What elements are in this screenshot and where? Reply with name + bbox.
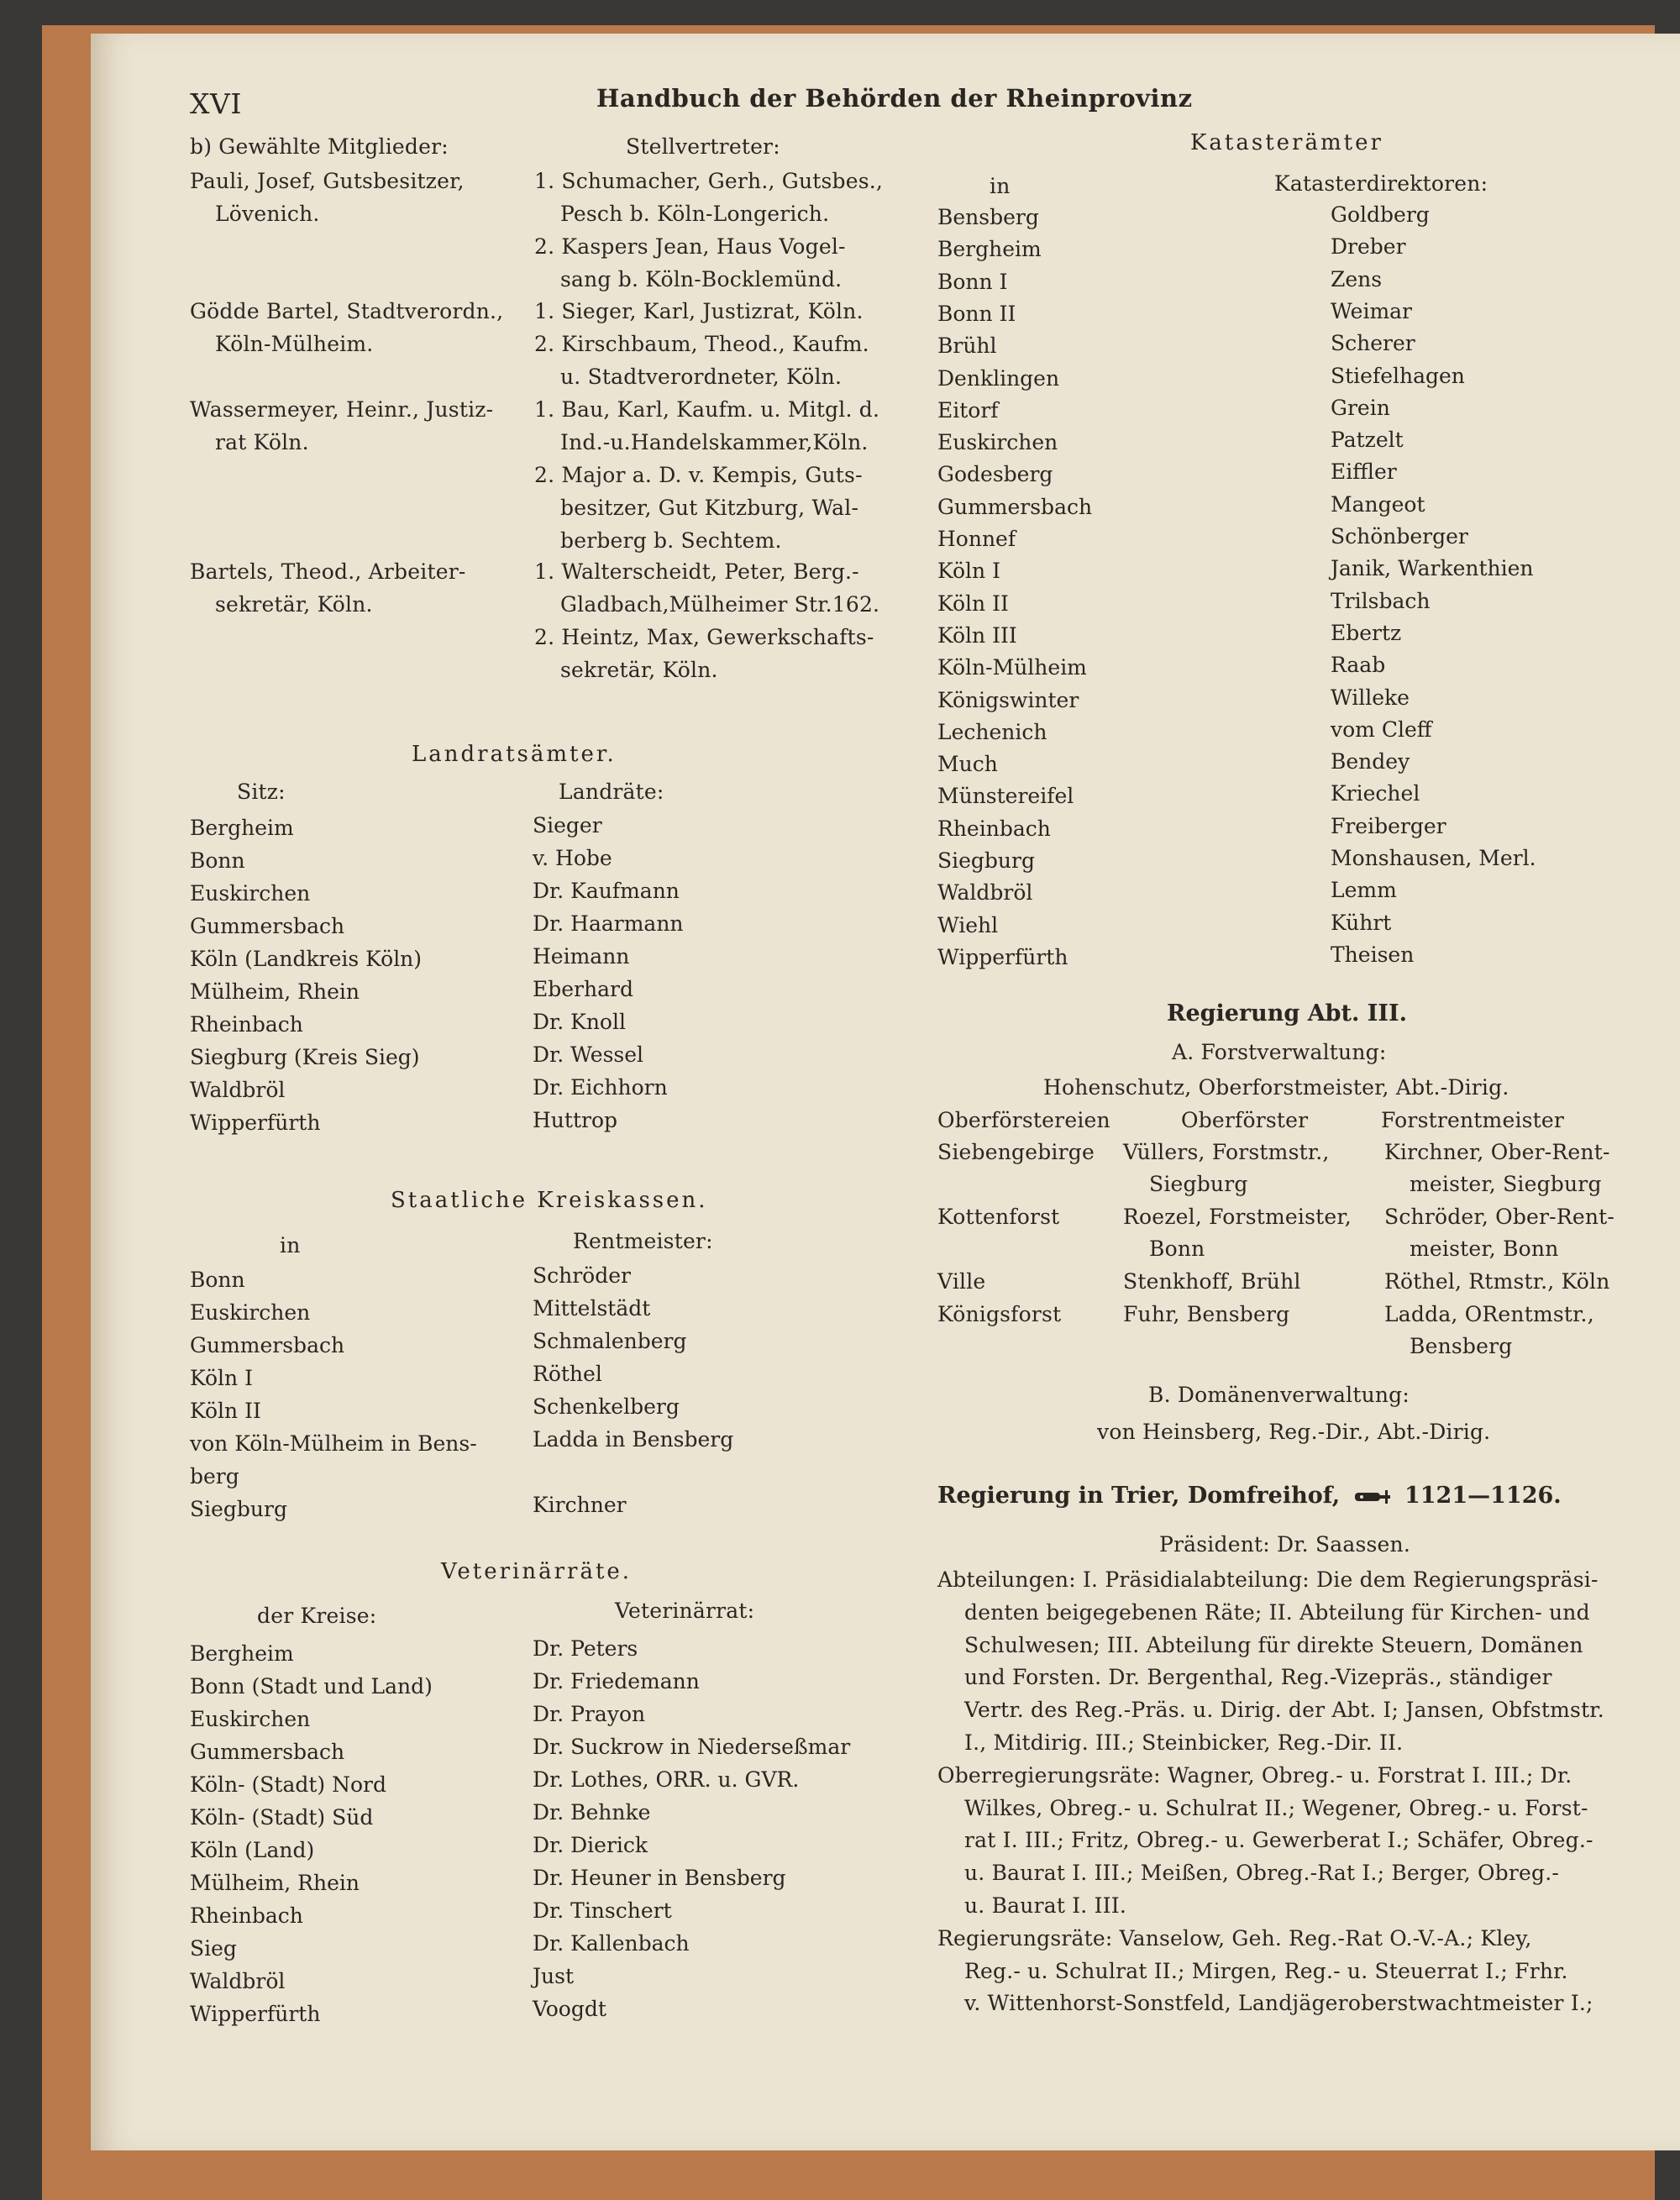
landrat-seat: Wipperfürth: [190, 1111, 321, 1135]
kataster-place: Köln-Mülheim: [937, 655, 1087, 680]
veterinaerrat-name: Dr. Kallenbach: [533, 1931, 690, 1956]
kataster-place: Much: [937, 752, 998, 777]
forstrentmeister-line: Schröder, Ober-Rent-: [1384, 1205, 1615, 1229]
domaenenverwaltung-head: von Heinsberg, Reg.-Dir., Abt.-Dirig.: [1097, 1420, 1491, 1444]
kataster-director: vom Cleff: [1331, 717, 1432, 742]
veterinaer-district: Gummersbach: [190, 1740, 345, 1764]
kreiskasse-place: Bonn: [190, 1268, 245, 1292]
page-number: XVI: [190, 87, 242, 120]
kataster-director: Weimar: [1331, 298, 1413, 323]
kreiskassen-official-list: [533, 1259, 733, 1521]
deputy-line: Ind.-u.Handelskammer,Köln.: [560, 430, 869, 454]
forstverwaltung-subtitle: A. Forstverwaltung:: [1172, 1040, 1387, 1064]
forstverwaltung-head: Hohenschutz, Oberforstmeister, Abt.-Dirig.: [1043, 1075, 1509, 1100]
landrat-seat: Siegburg (Kreis Sieg): [190, 1045, 420, 1069]
deputy-line: 1. Sieger, Karl, Justizrat, Köln.: [534, 299, 864, 323]
oberfoersterei: Siebengebirge: [937, 1140, 1095, 1164]
trier-text-line: Oberregierungsräte: Wagner, Obreg.- u. Forstrat I. III.; Dr.: [937, 1762, 1572, 1788]
regierung-abt3-title: Regierung Abt. III.: [1167, 1000, 1408, 1026]
veterinaer-district: Sieg: [190, 1936, 237, 1961]
trier-text-line: Wilkes, Obreg.- u. Schulrat II.; Wegener, Obreg.- u. Forst-: [964, 1795, 1588, 1820]
kataster-place: Siegburg: [937, 848, 1035, 873]
kreiskassen-title: Staatliche Kreiskassen.: [391, 1188, 708, 1213]
rentmeister-name: Ladda in Bensberg: [533, 1427, 734, 1452]
kataster-place: Münstereifel: [937, 784, 1074, 809]
trier-text-line: denten beigegebenen Räte; II. Abteilung für Kirchen- und: [964, 1599, 1590, 1625]
landrat-name: Dr. Haarmann: [533, 911, 684, 936]
landrat-seat: Bergheim: [190, 816, 294, 840]
landrat-seat-header: Sitz:: [237, 780, 286, 804]
forst-col-header-1: Oberförstereien: [937, 1108, 1110, 1132]
kataster-place-header: in: [990, 174, 1011, 198]
landrat-seat: Köln (Landkreis Köln): [190, 947, 423, 971]
trier-text-line: v. Wittenhorst-Sonstfeld, Landjägeroberstwachtmeister I.;: [964, 1991, 1593, 2016]
trier-text-line: Vertr. des Reg.-Präs. u. Dirig. der Abt. I; Jansen, Obfstmstr.: [964, 1698, 1604, 1723]
regierung-trier-phone: 1121—1126.: [1404, 1483, 1562, 1509]
kataster-official-header: Katasterdirektoren:: [1274, 171, 1488, 196]
kataster-place: Lechenich: [937, 719, 1047, 744]
kreiskasse-place: Gummersbach: [190, 1333, 345, 1357]
member-line: Bartels, Theod., Arbeiter-: [190, 559, 466, 584]
kataster-director: Schönberger: [1331, 524, 1468, 549]
forstrentmeister-line: Ladda, ORentmstr.,: [1384, 1302, 1594, 1326]
member-line: Köln-Mülheim.: [215, 332, 374, 356]
kataster-director: Zens: [1331, 266, 1383, 291]
deputy-line: 1. Walterscheidt, Peter, Berg.-: [534, 559, 859, 584]
kataster-place: Rheinbach: [937, 816, 1051, 841]
kataster-director: Mangeot: [1331, 491, 1425, 517]
deputy-line: Gladbach,Mülheimer Str.162.: [560, 592, 880, 617]
trier-text-line: und Forsten. Dr. Bergenthal, Reg.-Vizepräs., ständiger: [964, 1665, 1552, 1690]
kataster-director: Goldberg: [1331, 202, 1430, 227]
kreiskasse-place: Köln I: [190, 1366, 253, 1390]
elected-members-header: b) Gewählte Mitglieder:: [190, 134, 449, 159]
veterinaer-district: Köln (Land): [190, 1838, 315, 1862]
landrat-official-list: [533, 809, 684, 1137]
veterinaerrat-name: Dr. Peters: [533, 1636, 638, 1661]
kataster-director: Theisen: [1331, 942, 1415, 967]
oberfoerster-line: Fuhr, Bensberg: [1123, 1302, 1290, 1326]
kataster-director: Trilsbach: [1331, 588, 1431, 613]
kataster-place: Denklingen: [937, 365, 1060, 391]
kataster-director: Stiefelhagen: [1331, 363, 1465, 388]
forstrentmeister-line: Kirchner, Ober-Rent-: [1384, 1140, 1610, 1164]
member-line: rat Köln.: [215, 430, 309, 454]
kataster-director: Scherer: [1331, 331, 1415, 356]
veterinaer-district: Bergheim: [190, 1641, 294, 1666]
deputy-line: 2. Kaspers Jean, Haus Vogel-: [534, 234, 846, 259]
landratsaemter-title: Landratsämter.: [412, 742, 617, 767]
landrat-name: Heimann: [533, 944, 630, 969]
kataster-director: Monshausen, Merl.: [1331, 846, 1536, 870]
veterinaer-district-list: [190, 1637, 433, 2030]
forstrentmeister-line: Röthel, Rtmstr., Köln: [1384, 1269, 1610, 1294]
member-line: Lövenich.: [215, 202, 320, 226]
kataster-place: Gummersbach: [937, 494, 1093, 519]
kataster-place: Königswinter: [937, 687, 1079, 712]
kataster-director: Ebertz: [1331, 620, 1402, 645]
trier-text-line: Regierungsräte: Vanselow, Geh. Reg.-Rat O.-V.-A.; Kley,: [937, 1925, 1532, 1951]
deputy-line: berberg b. Sechtem.: [560, 528, 782, 553]
kataster-place: Waldbröl: [937, 880, 1033, 906]
kataster-director: Kriechel: [1331, 781, 1420, 806]
oberfoersterei: Kottenforst: [937, 1205, 1060, 1229]
kataster-place: Bensberg: [937, 205, 1039, 229]
forstrentmeister-line: Bensberg: [1410, 1334, 1513, 1358]
kreiskasse-place: Köln II: [190, 1399, 261, 1423]
veterinaer-district: Rheinbach: [190, 1903, 303, 1928]
running-title: Handbuch der Behörden der Rheinprovinz: [596, 84, 1193, 113]
veterinaerrat-name: Dr. Tinschert: [533, 1898, 672, 1923]
landrat-seat: Rheinbach: [190, 1012, 303, 1037]
kataster-place: Köln II: [937, 591, 1009, 616]
trier-text-line: Reg.- u. Schulrat II.; Mirgen, Reg.- u. Steuerrat I.; Frhr.: [964, 1958, 1568, 1983]
kataster-director: Eiffler: [1331, 459, 1397, 485]
kataster-place: Eitorf: [937, 397, 999, 423]
member-line: Gödde Bartel, Stadtverordn.,: [190, 299, 504, 323]
forstrentmeister-line: meister, Bonn: [1410, 1237, 1559, 1261]
forst-col-header-3: Forstrentmeister: [1381, 1108, 1565, 1132]
telephone-icon: [1353, 1489, 1392, 1505]
oberfoersterei: Königsforst: [937, 1302, 1062, 1326]
landrat-seat-list: [190, 811, 422, 1139]
deputy-line: besitzer, Gut Kitzburg, Wal-: [560, 496, 859, 520]
kataster-director: Raab: [1331, 653, 1386, 678]
kreiskasse-place: von Köln-Mülheim in Bens-: [190, 1431, 477, 1456]
veterinaer-district: Euskirchen: [190, 1707, 311, 1731]
veterinaer-district-header: der Kreise:: [257, 1604, 377, 1628]
kataster-place: Godesberg: [937, 462, 1053, 487]
kataster-director: Lemm: [1331, 878, 1397, 903]
oberfoerster-line: Roezel, Forstmeister,: [1123, 1205, 1352, 1229]
trier-text-line: Abteilungen: I. Präsidialabteilung: Die dem Regierungspräsi-: [937, 1567, 1599, 1592]
veterinaer-official-list: [533, 1632, 850, 2025]
deputy-line: u. Stadtverordneter, Köln.: [560, 365, 843, 389]
rentmeister-name: Mittelstädt: [533, 1296, 651, 1321]
trier-text-line: Schulwesen; III. Abteilung für direkte Steuern, Domänen: [964, 1632, 1583, 1657]
deputy-line: 1. Bau, Karl, Kaufm. u. Mitgl. d.: [534, 397, 880, 422]
veterinaer-district: Wipperfürth: [190, 2002, 321, 2026]
kataster-director: Bendey: [1331, 749, 1410, 774]
deputy-line: sang b. Köln-Bocklemünd.: [560, 267, 843, 291]
rentmeister-name: Kirchner: [533, 1493, 627, 1517]
deputy-line: 1. Schumacher, Gerh., Gutsbes.,: [534, 169, 884, 193]
landrat-name: v. Hobe: [533, 846, 612, 870]
kreiskasse-place: Siegburg: [190, 1497, 287, 1521]
deputy-line: 2. Kirschbaum, Theod., Kaufm.: [534, 332, 869, 356]
member-line: Pauli, Josef, Gutsbesitzer,: [190, 169, 465, 193]
landrat-official-header: Landräte:: [559, 780, 664, 804]
landrat-name: Dr. Kaufmann: [533, 879, 680, 903]
oberfoerster-line: Bonn: [1149, 1237, 1205, 1261]
katasteraemter-title: Katasterämter: [1190, 130, 1383, 155]
veterinaer-district: Mülheim, Rhein: [190, 1871, 360, 1895]
kreiskasse-place: Euskirchen: [190, 1300, 311, 1325]
kataster-place: Euskirchen: [937, 430, 1058, 455]
kataster-place: Köln III: [937, 622, 1017, 648]
trier-text-line: I., Mitdirig. III.; Steinbicker, Reg.-Dir. II.: [964, 1730, 1404, 1755]
veterinaerrat-name: Dr. Lothes, ORR. u. GVR.: [533, 1767, 800, 1792]
kataster-place: Köln I: [937, 559, 1000, 584]
veterinaerrat-name: Voogdt: [533, 1997, 606, 2021]
member-line: sekretär, Köln.: [215, 592, 373, 617]
kataster-place: Honnef: [937, 527, 1016, 551]
kataster-director: Kührt: [1331, 910, 1392, 935]
veterinaerrat-name: Dr. Friedemann: [533, 1669, 700, 1693]
landrat-name: Huttrop: [533, 1108, 618, 1132]
landrat-name: Sieger: [533, 813, 602, 837]
veterinaerrat-name: Dr. Behnke: [533, 1800, 651, 1825]
domaenenverwaltung-subtitle: B. Domänenverwaltung:: [1148, 1383, 1410, 1407]
kataster-place: Bergheim: [937, 237, 1042, 262]
forstrentmeister-line: meister, Siegburg: [1410, 1172, 1602, 1196]
deputy-line: sekretär, Köln.: [560, 658, 718, 682]
oberfoerster-line: Vüllers, Forstmstr.,: [1123, 1140, 1330, 1164]
veterinaerrat-name: Dr. Suckrow in Niederseßmar: [533, 1735, 851, 1759]
rentmeister-name: Schenkelberg: [533, 1394, 680, 1419]
deputy-line: 2. Major a. D. v. Kempis, Guts-: [534, 463, 863, 487]
kataster-place: Bonn I: [937, 269, 1008, 294]
veterinaer-district: Bonn (Stadt und Land): [190, 1674, 433, 1699]
kataster-place: Wipperfürth: [937, 944, 1068, 969]
regierung-trier-title-text: Regierung in Trier, Domfreihof,: [937, 1483, 1341, 1509]
kataster-director: Willeke: [1331, 685, 1410, 710]
deputy-line: Pesch b. Köln-Longerich.: [560, 202, 830, 226]
landrat-seat: Euskirchen: [190, 881, 311, 906]
regierung-trier-title: [937, 1483, 1562, 1509]
landrat-seat: Gummersbach: [190, 914, 345, 938]
rentmeister-name: Schröder: [533, 1263, 631, 1288]
landrat-name: Dr. Knoll: [533, 1010, 626, 1034]
kataster-place: Bonn II: [937, 301, 1016, 326]
veterinaerrat-name: Dr. Heuner in Bensberg: [533, 1866, 786, 1890]
rentmeister-name: Schmalenberg: [533, 1329, 687, 1353]
kreiskassen-place-list: [190, 1263, 477, 1525]
veterinaerrat-name: Dr. Prayon: [533, 1702, 646, 1726]
kataster-director: Janik, Warkenthien: [1331, 556, 1534, 581]
trier-text-line: u. Baurat I. III.; Meißen, Obreg.-Rat I.; Berger, Obreg.-: [964, 1861, 1559, 1886]
rentmeister-name: [533, 1456, 733, 1489]
landrat-name: Dr. Eichhorn: [533, 1075, 668, 1100]
rentmeister-name: Röthel: [533, 1362, 602, 1386]
member-line: Wassermeyer, Heinr., Justiz-: [190, 397, 494, 422]
kataster-director: Grein: [1331, 395, 1390, 420]
trier-text-line: rat I. III.; Fritz, Obreg.- u. Gewerberat I.; Schäfer, Obreg.-: [964, 1828, 1593, 1853]
oberfoerster-line: Stenkhoff, Brühl: [1123, 1269, 1301, 1294]
veterinaerrat-name: Dr. Dierick: [533, 1833, 648, 1857]
kataster-director: Dreber: [1331, 234, 1406, 260]
landrat-name: Eberhard: [533, 977, 633, 1001]
kreiskassen-official-header: Rentmeister:: [573, 1229, 713, 1253]
kreiskassen-place-header: in: [280, 1233, 301, 1258]
deputies-header: Stellvertreter:: [626, 134, 780, 159]
kreiskasse-place: berg: [190, 1464, 239, 1489]
landrat-seat: Waldbröl: [190, 1078, 286, 1102]
landrat-seat: Mülheim, Rhein: [190, 979, 360, 1004]
veterinaer-district: Köln- (Stadt) Süd: [190, 1805, 374, 1830]
veterinaer-district: Köln- (Stadt) Nord: [190, 1772, 387, 1797]
oberfoerster-line: Siegburg: [1149, 1172, 1248, 1196]
trier-text-line: u. Baurat I. III.: [964, 1893, 1126, 1918]
veterinaer-district: Waldbröl: [190, 1969, 286, 1993]
deputy-line: 2. Heintz, Max, Gewerkschafts-: [534, 625, 874, 649]
kataster-director: Patzelt: [1331, 428, 1404, 453]
veterinaer-official-header: Veterinärrat:: [615, 1599, 755, 1623]
veterinaerrat-name: Just: [533, 1964, 574, 1988]
landrat-name: Dr. Wessel: [533, 1042, 644, 1067]
oberfoersterei: Ville: [937, 1269, 986, 1294]
landrat-seat: Bonn: [190, 848, 245, 873]
kataster-director: Freiberger: [1331, 813, 1446, 838]
regierung-trier-president: Präsident: Dr. Saassen.: [1159, 1532, 1410, 1557]
kataster-place: Wiehl: [937, 912, 999, 937]
kataster-place: Brühl: [937, 333, 997, 359]
veterinaer-title: Veterinärräte.: [441, 1559, 633, 1584]
forst-col-header-2: Oberförster: [1181, 1108, 1309, 1132]
